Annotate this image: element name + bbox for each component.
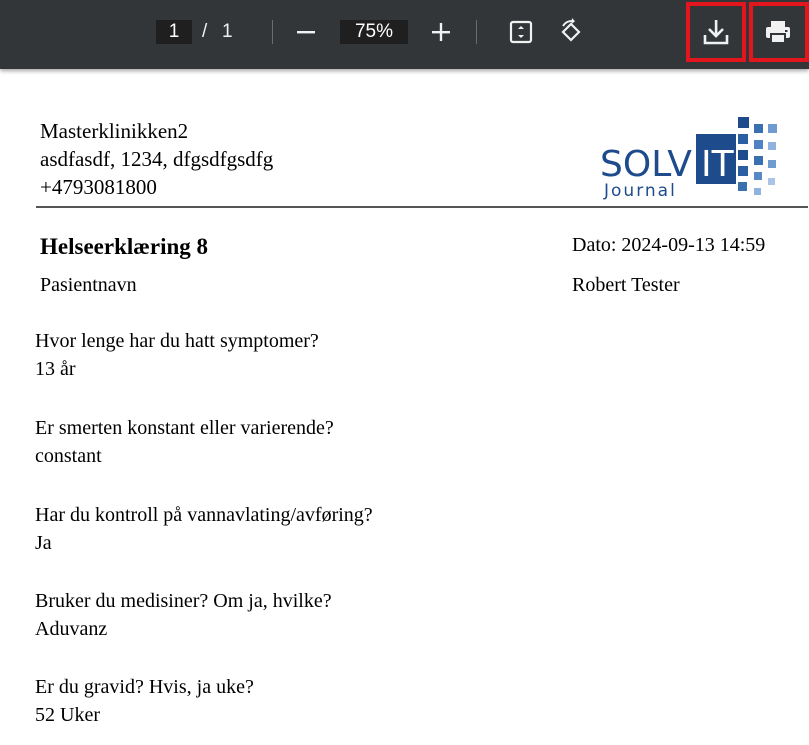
question-text: Har du kontroll på vannavlating/avføring?: [35, 504, 373, 526]
clinic-phone: +4793081800: [40, 175, 157, 199]
document-title: Helseerklæring 8: [40, 234, 208, 259]
answer-text: 52 Uker: [35, 704, 100, 726]
answer-text: 13 år: [35, 358, 76, 380]
svg-text:SOLV: SOLV: [600, 144, 692, 185]
print-icon: [763, 17, 793, 47]
toolbar-divider: [272, 20, 273, 44]
fit-page-icon: [508, 19, 534, 45]
print-button[interactable]: [761, 16, 795, 48]
header-divider: [36, 206, 808, 208]
zoom-in-button[interactable]: [424, 16, 458, 48]
question-text: Hvor lenge har du hatt symptomer?: [35, 330, 319, 352]
question-text: Er du gravid? Hvis, ja uke?: [35, 676, 254, 698]
toolbar-divider: [476, 20, 477, 44]
document-date: Dato: 2024-09-13 14:59: [572, 234, 766, 256]
page-separator: /: [202, 21, 208, 42]
download-button[interactable]: [699, 16, 733, 48]
question-text: Bruker du medisiner? Om ja, hvilke?: [35, 590, 332, 612]
answer-text: constant: [35, 445, 102, 467]
minus-icon: [295, 21, 317, 43]
solvit-logo: [598, 114, 798, 204]
page-number-input[interactable]: 1: [156, 20, 192, 44]
zoom-out-button[interactable]: [289, 16, 323, 48]
svg-text:Journal: Journal: [604, 181, 677, 201]
answer-text: Ja: [35, 532, 52, 554]
clinic-address: asdfasdf, 1234, dfgsdfgsdfg: [40, 147, 274, 171]
question-text: Er smerten konstant eller varierende?: [35, 417, 334, 439]
download-icon: [701, 17, 731, 47]
patient-name: Robert Tester: [572, 274, 680, 296]
rotate-button[interactable]: [554, 16, 588, 48]
svg-text:IT: IT: [701, 144, 734, 185]
rotate-icon: [557, 18, 585, 46]
fit-to-page-button[interactable]: [504, 16, 538, 48]
clinic-name: Masterklinikken2: [40, 119, 189, 143]
page-total: 1: [222, 21, 233, 42]
patient-label: Pasientnavn: [40, 274, 137, 296]
plus-icon: [430, 21, 452, 43]
pdf-toolbar: [0, 0, 809, 69]
answer-text: Aduvanz: [35, 618, 108, 640]
zoom-level-input[interactable]: 75%: [340, 20, 408, 44]
